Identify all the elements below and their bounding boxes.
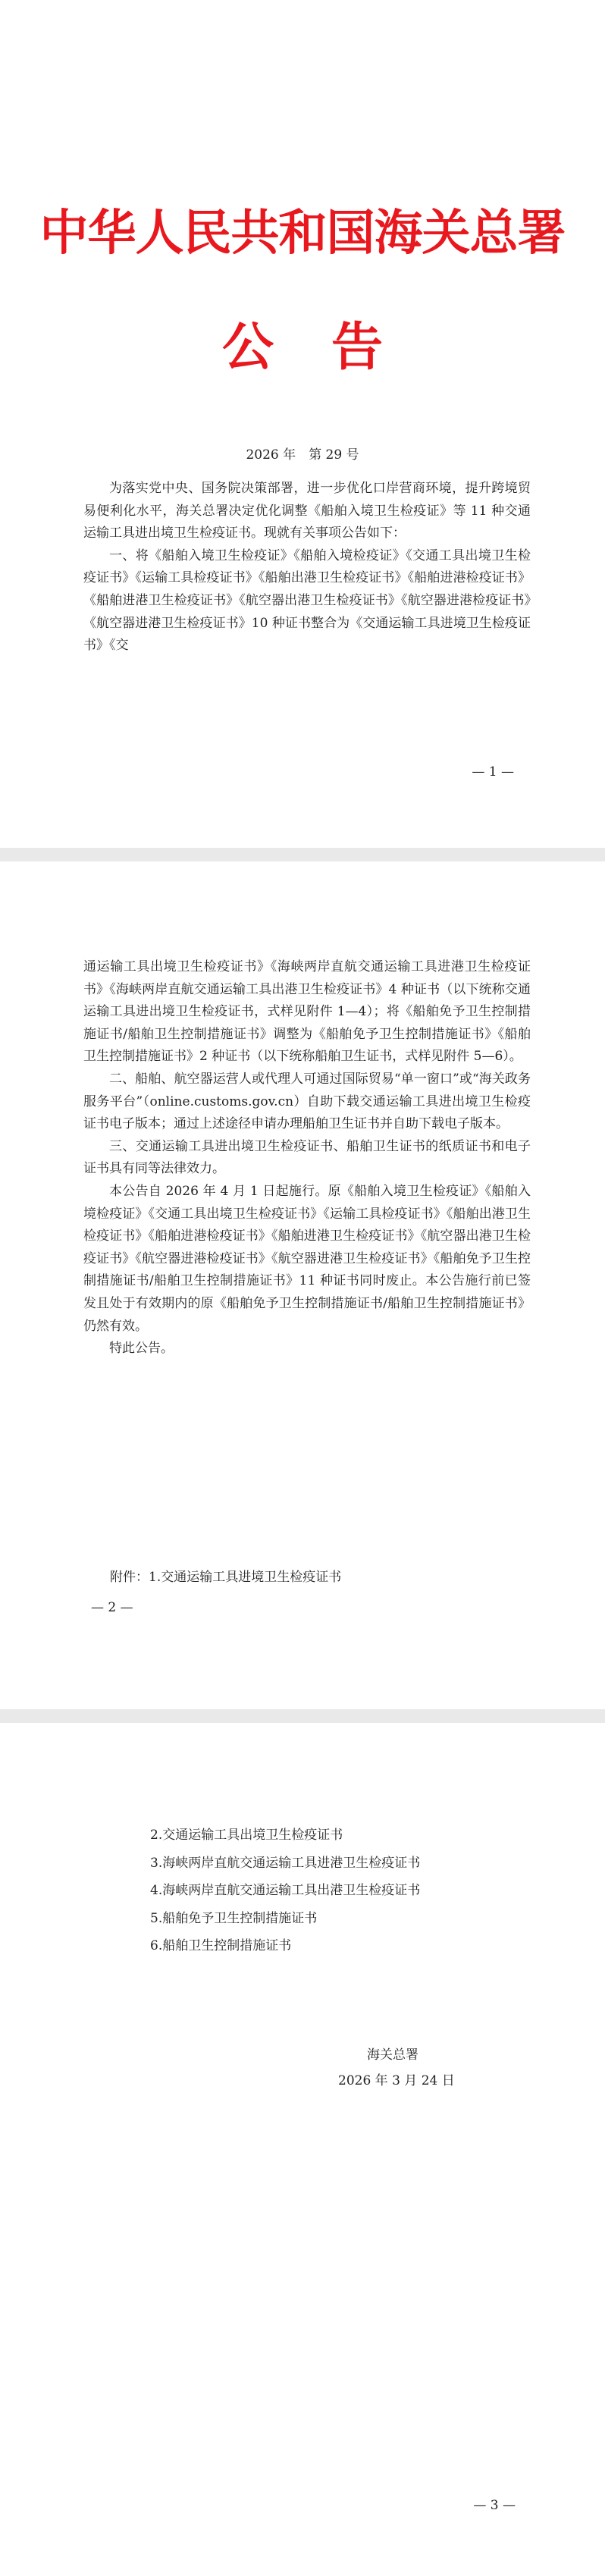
page-1-body: [83, 478, 531, 657]
page-number: — 3 —: [473, 2498, 516, 2513]
attachment-list: [150, 1821, 420, 1960]
attachment-item: 5.船舶免予卫生控制措施证书: [150, 1910, 318, 1926]
attachment-item: 2.交通运输工具出境卫生检疫证书: [150, 1828, 343, 1843]
item-3-paragraph: 三、交通运输工具进出境卫生检疫证书、船舶卫生证书的纸质证书和电子证书具有同等法律效力。: [83, 1138, 531, 1177]
signature-date: 2026 年 3 月 24 日: [338, 2073, 455, 2088]
document-number: 2026 年 第 29 号: [246, 447, 359, 463]
closing-paragraph: 特此公告。: [109, 1341, 174, 1357]
page-number: — 2 —: [91, 1600, 133, 1615]
intro-paragraph: 为落实党中央、国务院决策部署，进一步优化口岸营商环境，提升跨境贸易便利化水平，海关总署决定优化调整《船舶入境卫生检疫证》等 11 种交通运输工具进出境卫生检疫证书。现就有关事项公告如下：: [83, 481, 531, 541]
item-1-paragraph: 一、将《船舶入境卫生检疫证》《船舶入境检疫证》《交通工具出境卫生检疫证书》《运输工具检疫证书》《船舶出港卫生检疫证书》《船舶进港检疫证书》《船舶进港卫生检疫证书》《航空器出港卫生检疫证书》《航空器进港检疫证书》《航空器进港卫生检疫证书》10 种证书整合为《交通运输工具进境卫生检疫证书》《交: [83, 548, 531, 654]
signature-organization: 海关总署: [367, 2047, 418, 2063]
item-1-continued-paragraph: 通运输工具出境卫生检疫证书》《海峡两岸直航交通运输工具进港卫生检疫证书》《海峡两岸直航交通运输工具出港卫生检疫证书》4 种证书（以下统称交通运输工具进出境卫生检疫证书，式样见附件 1—4）；将《船舶免予卫生控制措施证书/船舶卫生控制措施证书》调整为《船舶免予卫生控制措施证书》《船舶卫生控制措施证书》2 种证书（以下统称船舶卫生证书，式样见附件 5—6）。: [83, 959, 531, 1065]
page-number: — 1 —: [472, 764, 514, 780]
attachment-item: 3.海峡两岸直航交通运输工具进港卫生检疫证书: [150, 1855, 421, 1871]
page-2-body: [83, 956, 531, 1360]
document-page-2: [0, 861, 605, 1709]
document-page-1: [0, 0, 605, 848]
effective-date-paragraph: 本公告自 2026 年 4 月 1 日起施行。原《船舶入境卫生检疫证》《船舶入境检疫证》《交通工具出境卫生检疫证书》《运输工具检疫证书》《船舶出港卫生检疫证书》《船舶进港检疫证书》《船舶进港卫生检疫证书》《航空器出港卫生检疫证书》《航空器进港检疫证书》《航空器进港卫生检疫证书》《船舶免予卫生控制措施证书/船舶卫生控制措施证书》11 种证书同时废止。本公告施行前已签发且处于有效期内的原《船舶免予卫生控制措施证书/船舶卫生控制措施证书》仍然有效。: [83, 1183, 531, 1334]
announcement-heading: 公告: [221, 317, 440, 378]
attachment-item: 4.海峡两岸直航交通运输工具出港卫生检疫证书: [150, 1883, 421, 1898]
issuing-authority-title: 中华人民共和国海关总署: [39, 206, 566, 262]
attachment-item: 6.船舶卫生控制措施证书: [150, 1938, 292, 1953]
attachment-label: 附件：1.交通运输工具进境卫生检疫证书: [110, 1570, 342, 1585]
item-2-paragraph: 二、船舶、航空器运营人或代理人可通过国际贸易“单一窗口”或“海关政务服务平台”（online.customs.gov.cn）自助下载交通运输工具进出境卫生检疫证书电子版本；通过上述途径申请办理船舶卫生证书并自助下载电子版本。: [83, 1071, 531, 1132]
document-page-3: [0, 1723, 605, 2576]
